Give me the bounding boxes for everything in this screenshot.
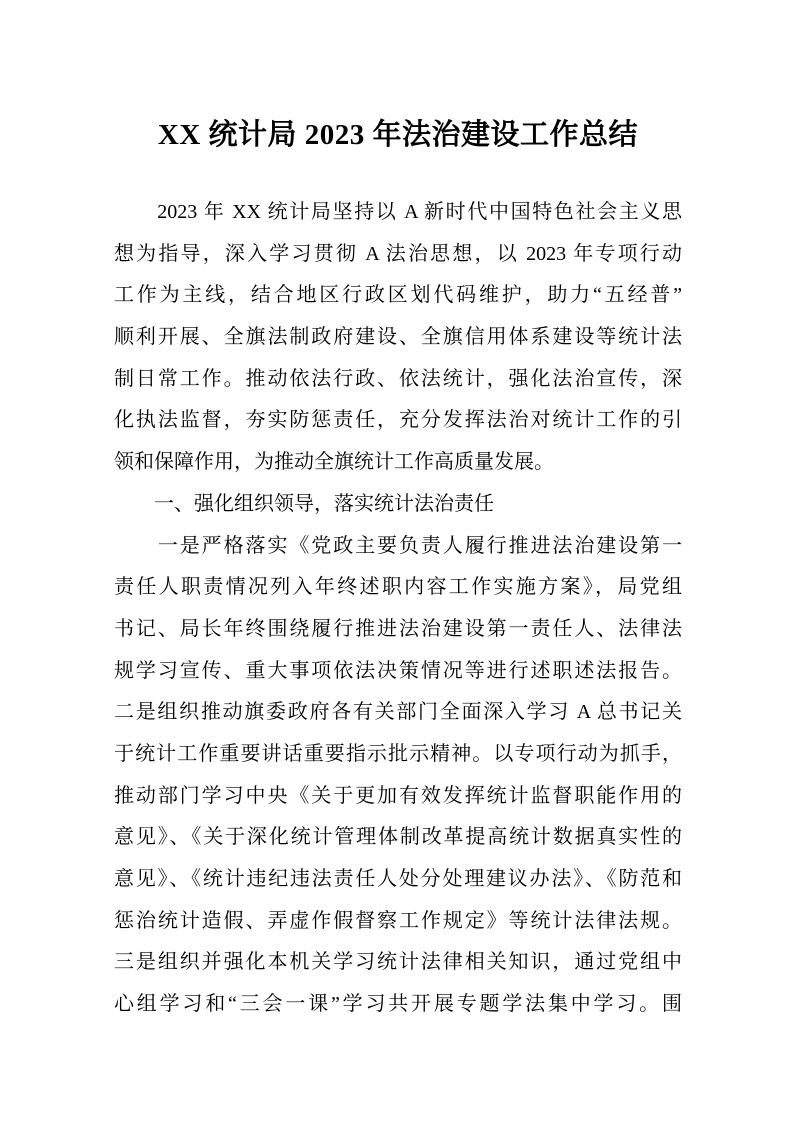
section-1-body (114, 526, 682, 1026)
text-line: 想为指导，深入学习贯彻 A 法治思想，以 2023 年专项行动 (114, 242, 682, 265)
text-line: 心组学习和“三会一课”学习共开展专题学法集中学习。围 (114, 993, 682, 1016)
text-line: 意见》、《统计违纪违法责任人处分处理建议办法》、《防范和 (114, 868, 682, 890)
text-line: 二是组织推动旗委政府各有关部门全面深入学习 A 总书记关 (114, 701, 682, 724)
text-line: 化执法监督，夯实防惩责任，充分发挥法治对统计工作的引 (114, 409, 682, 432)
text-line: 规学习宣传、重大事项依法决策情况等进行述职述法报告。 (114, 659, 682, 682)
section-1-heading (114, 484, 682, 526)
text-line: 工作为主线，结合地区行政区划代码维护，助力“五经普” (114, 284, 682, 307)
text-line: 推动部门学习中央《关于更加有效发挥统计监督职能作用的 (114, 784, 682, 807)
text-line: 顺利开展、全旗法制政府建设、全旗信用体系建设等统计法 (114, 326, 682, 349)
text-line: 责任人职责情况列入年终述职内容工作实施方案》，局党组 (114, 576, 682, 599)
text-line: 三是组织并强化本机关学习统计法律相关知识，通过党组中 (114, 951, 682, 974)
text-line: 书记、局长年终围绕履行推进法治建设第一责任人、法律法 (114, 617, 682, 640)
text-line: 领和保障作用，为推动全旗统计工作高质量发展。 (114, 451, 554, 474)
document-body (114, 192, 682, 1026)
text-line: 于统计工作重要讲话重要指示批示精神。以专项行动为抓手， (114, 742, 682, 765)
text-line: 一是严格落实《党政主要负责人履行推进法治建设第一 (114, 534, 682, 557)
text-line: 制日常工作。推动依法行政、依法统计，强化法治宣传，深 (114, 367, 682, 390)
text-line: 意见》、《关于深化统计管理体制改革提高统计数据真实性的 (114, 826, 682, 849)
document-title: XX 统计局 2023 年法治建设工作总结 (157, 119, 639, 151)
text-line: 一、强化组织领导，落实统计法治责任 (114, 492, 494, 515)
text-line: 惩治统计造假、弄虚作假督察工作规定》等统计法律法规。 (114, 909, 682, 932)
intro-paragraph (114, 192, 682, 484)
text-line: 2023 年 XX 统计局坚持以 A 新时代中国特色社会主义思 (114, 201, 682, 223)
